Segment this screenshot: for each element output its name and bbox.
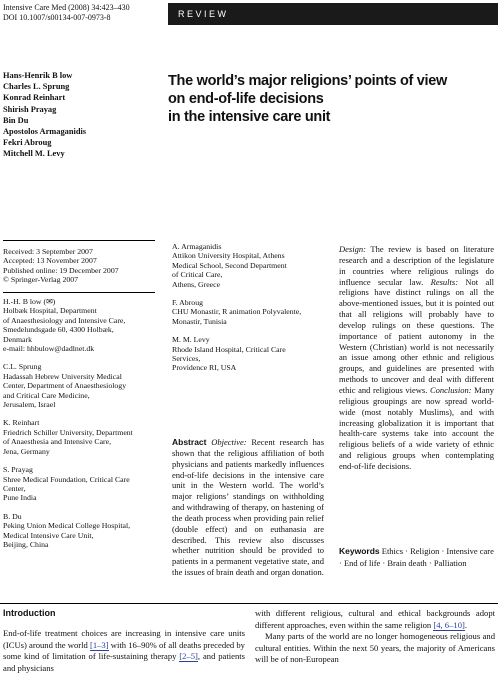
author: Bin Du (3, 115, 29, 125)
author: Mitchell M. Levy (3, 149, 65, 159)
author: Shirish Prayag (3, 104, 57, 114)
affiliation-line: Shree Medical Foundation, Critical Care (3, 474, 130, 484)
copyright: © Springer-Verlag 2007 (3, 275, 79, 285)
affiliation (172, 335, 332, 373)
affiliation-line: Friedrich Schiller University, Department (3, 427, 133, 437)
body-text: End-of-life treatment choices are increasing in intensive care units (ICUs) around the world (3, 628, 245, 650)
section-label: REVIEW (178, 9, 229, 19)
keywords-label: Keywords (339, 546, 380, 556)
affiliation-line: Jena, Germany (3, 446, 50, 456)
date-accepted: Accepted: 13 November 2007 (3, 256, 97, 266)
affiliation-line: Smedelundsgade 60, 4300 Holbæk, (3, 325, 114, 335)
divider (3, 292, 155, 293)
objective-label: Objective: (211, 437, 247, 447)
title-line: in the intensive care unit (168, 109, 331, 125)
affiliation (3, 512, 163, 550)
reference-link[interactable]: [1–3] (89, 639, 109, 650)
divider (3, 240, 155, 241)
abstract-continued (339, 244, 494, 472)
reference-link[interactable]: [2–5] (179, 651, 198, 661)
affiliation-line: of Anaesthesiology and Intensive Care, (3, 315, 126, 325)
article-title (168, 72, 493, 126)
affiliation-line: Attikon University Hospital, Athens (172, 251, 285, 261)
author: Konrad Reinhart (3, 93, 66, 103)
affiliation-line: S. Prayag (3, 465, 33, 475)
affiliation-line: Monastir, Tunisia (172, 316, 227, 326)
body-text: , and patients and physicians (3, 651, 245, 673)
abstract-label: Abstract (172, 437, 207, 447)
affiliation (3, 465, 163, 503)
affiliation-line: C.L. Sprung (3, 362, 42, 372)
affiliation-line: Providence RI, USA (172, 363, 237, 373)
affiliation-line: A. Armaganidis (172, 242, 222, 251)
introduction-heading: Introduction (3, 608, 56, 618)
affiliation-line: Denmark (3, 334, 33, 344)
body-text: with 16–90% of all deaths preceded by some kind of limitation of life-sustaining therapy (3, 639, 245, 661)
body-text: with different religious, cultural and ethical backgrounds adopt different approaches, even within the same religion (255, 608, 495, 630)
affiliation-line: Center, (3, 483, 26, 493)
body-paragraph: Many parts of the world are no longer homogeneous religious and cultural entities. Within the next 50 years, the majority of Americans will be of non-European (255, 631, 495, 664)
intro-column-2 (255, 608, 495, 666)
journal-doi: DOI 10.1007/s00134-007-0973-8 (3, 13, 111, 22)
keywords (339, 546, 494, 569)
affiliation-line: F. Abroug (172, 298, 204, 308)
affiliation (172, 242, 332, 289)
publication-dates (3, 247, 119, 285)
keywords-text: Ethics · Religion · Intensive care · End of life · Brain death · Palliation (339, 546, 494, 568)
affiliations-left (3, 297, 163, 558)
title-line: on end-of-life decisions (168, 91, 324, 107)
divider (0, 603, 498, 604)
author: Apostolos Armaganidis (3, 127, 87, 137)
affiliation-line: Center, Department of Anaesthesiology (3, 381, 127, 391)
date-published: Published online: 19 December 2007 (3, 265, 119, 275)
affiliation-line: Medical School, Second Department (172, 260, 287, 270)
affiliation (3, 362, 163, 409)
affiliation-line: Peking Union Medical College Hospital, (3, 521, 131, 531)
affiliation-line: K. Reinhart (3, 418, 40, 428)
author-list (3, 70, 86, 160)
author: Hans-Henrik B low (3, 71, 73, 80)
journal-citation: Intensive Care Med (2008) 34:423–430 (3, 3, 130, 12)
abstract-objective (172, 437, 324, 578)
affiliation (3, 297, 163, 353)
affiliations-mid (172, 242, 332, 382)
journal-citation-block (3, 3, 130, 23)
affiliation-line: Athens, Greece (172, 279, 221, 289)
affiliation-line: Rhode Island Hospital, Critical Care (172, 344, 286, 354)
affiliation-line: Services, (172, 354, 201, 364)
intro-column-1 (3, 628, 245, 674)
affiliation-line: H.-H. B low (✉) (3, 297, 56, 306)
author: Fekri Abroug (3, 138, 52, 148)
affiliation-line: Medical Intensive Care Unit, (3, 530, 94, 540)
email-link[interactable]: e-mail: hhbulow@dadlnet.dk (3, 344, 95, 354)
affiliation-line: Pune India (3, 493, 37, 503)
results-text: Not all religions have distinct rulings on all the above-mentioned issues, but it is pointed out that all religions will probably have to develop rulings on these questions. The importance of patient autonomy in the Western (Christian) world is not necessarily an issue among other ethnic and religious groups, and guidelines are presented with methods to uncover and deal with different ethic and religious views. (339, 276, 495, 395)
title-line: The world’s major religions’ points of view (168, 73, 448, 89)
affiliation-line: CHU Monastir, R animation Polyvalente, (172, 307, 302, 317)
affiliation-line: Holbæk Hospital, Department (3, 306, 97, 316)
affiliation-line: Hadassah Hebrew University Medical (3, 371, 122, 381)
affiliation-line: Jerusalem, Israel (3, 400, 56, 410)
objective-text: Recent research has shown that the religious affiliation of both physicians and patients markedly influences end-of-life decisions in the intensive care unit in the Western world. The world’s major religions’ standings on withholding and withdrawing of therapy, on hastening of the death process when providing pain relief (double effect) and on euthanasia are described. This review also discusses whether nutrition should be provided to patients in a permanent vegetative state, and the issues of brain death and organ donation. (172, 437, 324, 578)
body-text: . (464, 619, 468, 630)
section-banner (168, 3, 498, 25)
design-label: Design: (339, 244, 366, 254)
design-text: The review is based on literature research and a description of the legislature in countries where religious rulings do influence secular law. (339, 244, 494, 287)
date-received: Received: 3 September 2007 (3, 247, 93, 256)
affiliation-line: and Critical Care Medicine, (3, 390, 90, 400)
reference-link[interactable]: [4, 6–10] (433, 619, 465, 630)
affiliation (172, 298, 332, 326)
author: Charles L. Sprung (3, 82, 70, 92)
affiliation-line: of Critical Care, (172, 270, 223, 280)
affiliation-line: M. M. Levy (172, 335, 210, 345)
affiliation (3, 418, 163, 456)
conclusion-text: Many religious groupings are now spread world-wide (most notably Muslims), and with increasing globalization it is important that health-care systems take into account the religious beliefs of a wide variety of ethnic and religious groups when contemplating end-of-life decisions. (339, 384, 495, 471)
affiliation-line: B. Du (3, 511, 22, 521)
affiliation-line: of Anaesthesia and Intensive Care, (3, 437, 112, 447)
affiliation-line: Beijing, China (3, 539, 49, 549)
conclusion-label: Conclusion: (429, 384, 472, 395)
results-label: Results: (430, 276, 459, 287)
